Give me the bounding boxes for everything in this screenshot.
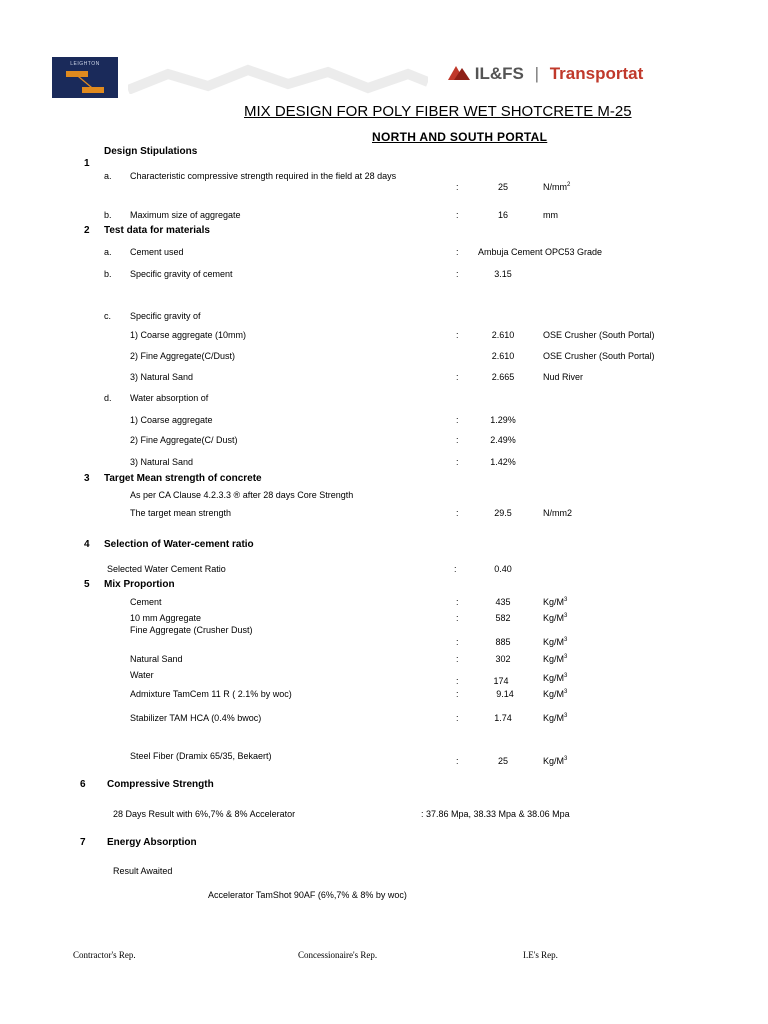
brand-ilfs: IL&FS [474,64,524,83]
s2-c3-colon: : [456,372,459,382]
unit-text: Kg/M [543,673,565,683]
s2-d3-text: 3) Natural Sand [130,457,194,467]
s2-d1-text: 1) Coarse aggregate [130,415,213,425]
unit-text: Kg/M [543,597,565,607]
s2-a-text: Cement used [130,247,184,257]
s2-d-letter: d. [104,393,112,403]
s5-sand-value: 302 [495,654,511,664]
s5-fine-unit: $Kg/M^3$ [543,637,568,647]
s2-a-colon: : [456,247,459,257]
unit-text: N/mm [543,182,567,192]
s2-d1-colon: : [456,415,459,425]
s1-a-letter: a. [104,171,112,181]
s2-c1-source: OSE Crusher (South Portal) [543,330,655,340]
s4-heading: Selection of Water-cement ratio [104,539,254,550]
s5-sand-label: Natural Sand [130,654,183,664]
s3-colon: : [456,508,459,518]
s2-c3-text: 3) Natural Sand [130,372,194,382]
s1-b-colon: : [456,210,459,220]
s5-sand-colon: : [456,654,459,664]
s6-heading: Compressive Strength [107,779,214,790]
s5-fine-label: Fine Aggregate (Crusher Dust) [130,625,253,635]
logo-mark-icon [52,57,118,98]
s2-b-colon: : [456,269,459,279]
s3-number: 3 [84,473,90,484]
s2-b-value: 3.15 [494,269,512,279]
s1-heading: Design Stipulations [104,146,198,157]
s5-agg10-value: 582 [495,613,511,623]
s3-value: 29.5 [494,508,512,518]
s2-number: 2 [84,225,90,236]
s1-b-letter: b. [104,210,112,220]
s2-c2-source: OSE Crusher (South Portal) [543,351,655,361]
ilfs-brand [448,64,643,84]
s2-b-letter: b. [104,269,112,279]
watermark [128,64,428,94]
s5-water-unit: $Kg/M^3$ [543,673,568,683]
s1-a-colon: : [456,182,459,192]
s2-d3-value: 1.42% [490,457,516,467]
s5-steel-label: Steel Fiber (Dramix 65/35, Bekaert) [130,751,272,761]
logo-text: LEIGHTON [70,61,100,67]
s3-line1: As per CA Clause 4.2.3.3 ® after 28 days Core Strength [130,490,354,500]
s5-sand-unit: $Kg/M^3$ [543,654,568,664]
s5-heading: Mix Proportion [104,579,175,590]
s2-a-value: Ambuja Cement OPC53 Grade [478,247,603,257]
s5-cement-colon: : [456,597,459,607]
s2-c2-value: 2.610 [491,351,515,361]
unit-text: Kg/M [543,713,565,723]
unit-text: Kg/M [543,613,565,623]
s2-c-letter: c. [104,311,112,321]
s1-a-unit: $N/mm^2$ [543,182,571,192]
s5-agg10-label: 10 mm Aggregate [130,613,202,623]
s2-c1-text: 1) Coarse aggregate (10mm) [130,330,247,340]
s1-number: 1 [84,158,90,169]
s5-admix-unit: $Kg/M^3$ [543,689,568,699]
s5-steel-colon: : [456,756,459,766]
s7-accelerator: Accelerator TamShot 90AF (6%,7% & 8% by woc) [208,890,407,900]
s2-d2-colon: : [456,435,459,445]
ilfs-triangle-icon [448,66,470,80]
s3-heading: Target Mean strength of concrete [104,473,262,484]
s3-line2: The target mean strength [130,508,232,518]
s5-stab-colon: : [456,713,459,723]
s4-colon: : [454,564,457,574]
s7-heading: Energy Absorption [107,837,197,848]
s3-unit: N/mm2 [543,508,572,518]
s5-number: 5 [84,579,90,590]
s4-number: 4 [84,539,90,550]
s5-water-label: Water [130,670,154,680]
s2-c-text: Specific gravity of [130,311,201,321]
s2-c3-value: 2.665 [491,372,515,382]
s2-d2-value: 2.49% [490,435,516,445]
s5-cement-unit: $Kg/M^3$ [543,597,568,607]
s5-agg10-colon: : [456,613,459,623]
leighton-logo [52,57,118,98]
s5-agg10-unit: $Kg/M^3$ [543,613,568,623]
s5-admix-label: Admixture TamCem 11 R ( 2.1% by woc) [130,689,292,699]
s1-b-unit: mm [543,210,558,220]
s5-water-colon: : [456,676,459,686]
page-title: MIX DESIGN FOR POLY FIBER WET SHOTCRETE M-25 [244,103,632,120]
s6-number: 6 [80,779,86,790]
contractor-rep: Contractor's Rep. [73,950,136,960]
s5-steel-unit: $Kg/M^3$ [543,756,568,766]
s5-admix-value: 9.14 [496,689,514,699]
unit-text: Kg/M [543,654,565,664]
s5-fine-value: 885 [495,637,511,647]
s1-b-value: 16 [497,210,508,220]
s2-b-text: Specific gravity of cement [130,269,233,279]
page-subtitle: NORTH AND SOUTH PORTAL [372,130,548,144]
s2-c1-colon: : [456,330,459,340]
s1-b-text: Maximum size of aggregate [130,210,241,220]
s6-value: : 37.86 Mpa, 38.33 Mpa & 38.06 Mpa [421,809,570,819]
s5-admix-colon: : [456,689,459,699]
s4-value: 0.40 [494,564,512,574]
brand-transportation: Transportat [549,64,644,83]
s7-text: Result Awaited [113,866,173,876]
unit-text: Kg/M [543,689,565,699]
s5-stab-label: Stabilizer TAM HCA (0.4% bwoc) [130,713,262,723]
s2-d1-value: 1.29% [490,415,516,425]
s5-cement-value: 435 [495,597,511,607]
s2-c1-value: 2.610 [491,330,515,340]
s2-d3-colon: : [456,457,459,467]
s2-c2-text: 2) Fine Aggregate(C/Dust) [130,351,236,361]
s2-heading: Test data for materials [104,225,210,236]
s2-c3-source: Nud River [543,372,584,382]
s5-water-value: 174 [493,676,509,686]
s1-a-text: Characteristic compressive strength required in the field at 28 days [130,171,397,181]
unit-text: Kg/M [543,637,565,647]
s5-stab-value: 1.74 [494,713,512,723]
s6-text: 28 Days Result with 6%,7% & 8% Accelerator [113,809,296,819]
s5-stab-unit: $Kg/M^3$ [543,713,568,723]
s5-cement-label: Cement [130,597,162,607]
s2-d2-text: 2) Fine Aggregate(C/ Dust) [130,435,238,445]
unit-text: Kg/M [543,756,565,766]
s1-a-value: 25 [497,182,508,192]
concessionaire-rep: Concessionaire's Rep. [298,950,378,960]
s2-d-text: Water absorption of [130,393,209,403]
s4-text: Selected Water Cement Ratio [107,564,226,574]
s5-fine-colon: : [456,637,459,647]
s2-a-letter: a. [104,247,112,257]
s7-number: 7 [80,837,86,848]
ie-rep: I.E's Rep. [523,950,558,960]
s5-steel-value: 25 [497,756,508,766]
brand-separator: | [534,64,539,83]
